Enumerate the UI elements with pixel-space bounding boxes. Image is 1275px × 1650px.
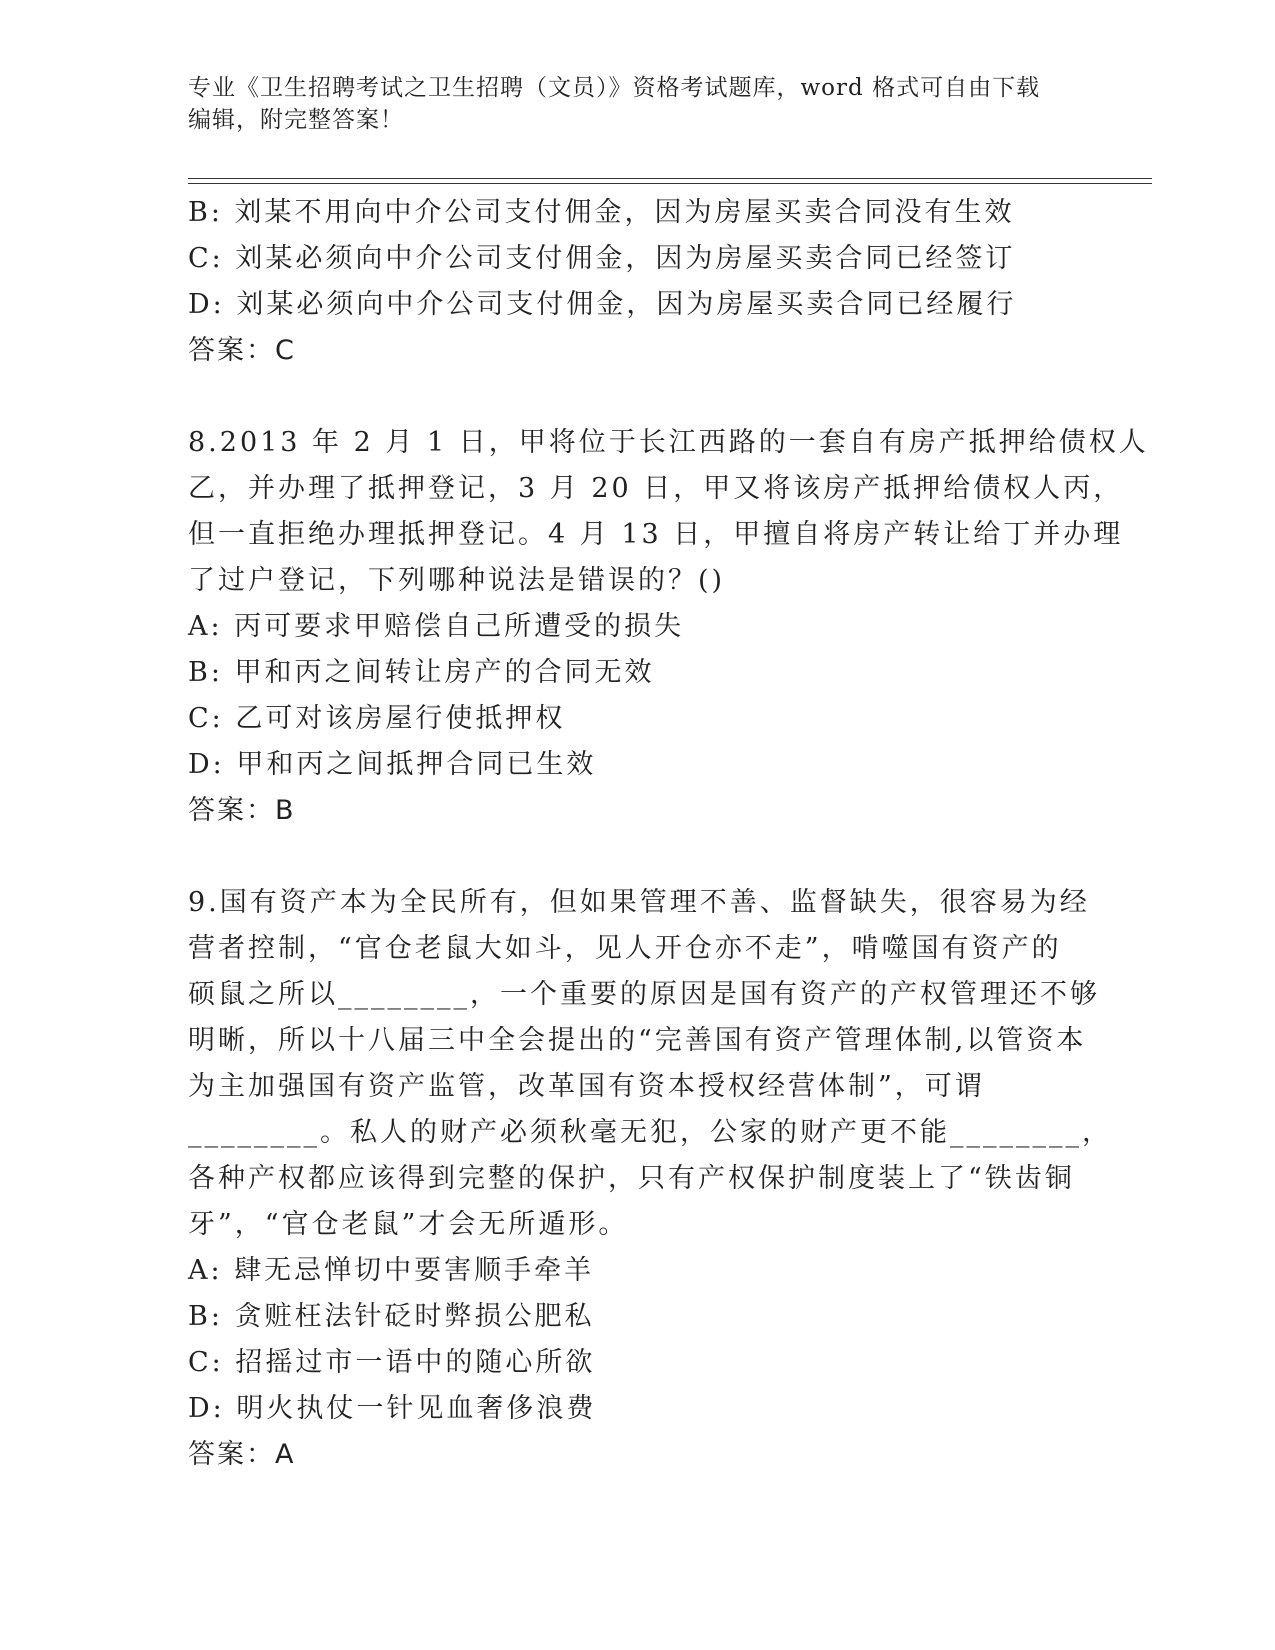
q9-stem-line: 明晰，所以十八届三中全会提出的“完善国有资产管理体制,以管资本 — [188, 1025, 1087, 1056]
q8-option-d: D: 甲和丙之间抵押合同已生效 — [188, 749, 597, 780]
document-header — [188, 72, 1088, 136]
spacer — [188, 834, 1088, 880]
q8-option-a: A: 丙可要求甲赔偿自己所遭受的损失 — [188, 611, 685, 642]
question-8 — [188, 420, 1149, 834]
q8-stem-line: 但一直拒绝办理抵押登记。4 月 13 日，甲擅自将房产转让给丁并办理 — [188, 519, 1124, 550]
q8-option-b: B: 甲和丙之间转让房产的合同无效 — [188, 657, 655, 688]
q9-stem-line: 各种产权都应该得到完整的保护，只有产权保护制度装上了“铁齿铜 — [188, 1163, 1075, 1194]
q9-stem-line: 9.国有资产本为全民所有，但如果管理不善、监督缺失，很容易为经 — [188, 887, 1090, 918]
q7-option-b: B: 刘某不用向中介公司支付佣金，因为房屋买卖合同没有生效 — [188, 197, 1015, 228]
header-line-2: 编辑，附完整答案！ — [188, 107, 404, 133]
q9-option-d: D: 明火执仗一针见血奢侈浪费 — [188, 1393, 597, 1424]
q9-option-b: B: 贪赃枉法针砭时弊损公肥私 — [188, 1301, 595, 1332]
q8-stem-line: 8.2013 年 2 月 1 日，甲将位于长江西路的一套自有房产抵押给债权人 — [188, 427, 1149, 458]
header-line-1: 专业《卫生招聘考试之卫生招聘（文员）》资格考试题库，word 格式可自由下载 — [188, 75, 1041, 101]
q7-answer: 答案：C — [188, 335, 296, 366]
q8-answer: 答案：B — [188, 795, 296, 826]
q9-option-a: A: 肆无忌惮切中要害顺手牵羊 — [188, 1255, 595, 1286]
q9-stem-line: ________。私人的财产必须秋毫无犯，公家的财产更不能________， — [188, 1117, 1112, 1148]
question-7-tail — [188, 190, 1088, 374]
spacer — [188, 374, 1088, 420]
q9-stem-line: 硕鼠之所以________，一个重要的原因是国有资产的产权管理还不够 — [188, 979, 1100, 1010]
header-divider-top — [188, 178, 1152, 179]
document-body — [188, 190, 1149, 1478]
q8-option-c: C: 乙可对该房屋行使抵押权 — [188, 703, 566, 734]
q7-option-d: D: 刘某必须向中介公司支付佣金，因为房屋买卖合同已经履行 — [188, 289, 1017, 320]
header-divider-bottom — [188, 183, 1152, 184]
q8-stem-line: 乙，并办理了抵押登记，3 月 20 日，甲又将该房产抵押给债权人丙， — [188, 473, 1124, 504]
q8-stem-line: 了过户登记，下列哪种说法是错误的？() — [188, 565, 726, 596]
q9-stem-line: 营者控制，“官仓老鼠大如斗，见人开仓亦不走”，啃噬国有资产的 — [188, 933, 1062, 964]
q9-answer: 答案：A — [188, 1439, 296, 1470]
q9-option-c: C: 招摇过市一语中的随心所欲 — [188, 1347, 596, 1378]
q9-stem-line: 牙”，“官仓老鼠”才会无所遁形。 — [188, 1209, 629, 1240]
question-9 — [188, 880, 1112, 1478]
q7-option-c: C: 刘某必须向中介公司支付佣金，因为房屋买卖合同已经签订 — [188, 243, 1016, 274]
q9-stem-line: 为主加强国有资产监管，改革国有资本授权经营体制”，可谓 — [188, 1071, 985, 1102]
